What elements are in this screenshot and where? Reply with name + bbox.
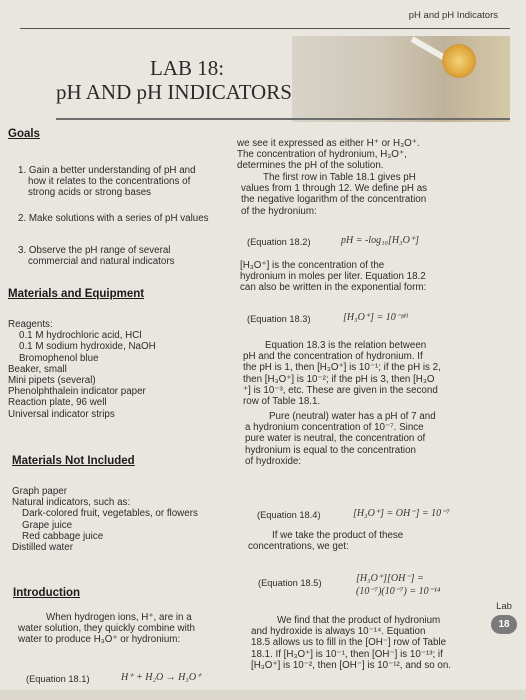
list-item: Dark-colored fruit, vegetables, or flowers [22, 508, 198, 520]
lab-tab [489, 601, 519, 638]
materials-list [8, 319, 156, 420]
equation-18-5-label: (Equation 18.5) [258, 578, 322, 588]
list-item: 0.1 M sodium hydroxide, NaOH [19, 341, 156, 353]
list-item: Red cabbage juice [22, 530, 104, 542]
equation-18-3: [H₃O⁺] = 10⁻ᵖᴴ [343, 312, 408, 323]
header-rule [20, 28, 510, 29]
list-item: Grape juice [22, 519, 73, 531]
equation-18-4: [H₃O⁺] = OH⁻] = 10⁻⁷ [353, 508, 450, 519]
introduction-heading: Introduction [13, 587, 81, 599]
equation-18-2-label: (Equation 18.2) [247, 237, 311, 247]
list-item: Natural indicators, such as: [12, 497, 131, 509]
list-item: Graph paper [12, 486, 68, 497]
list-item: Phenolphthalein indicator paper [8, 386, 146, 398]
equation-18-1-label: (Equation 18.1) [26, 674, 90, 684]
title-rule [56, 118, 510, 120]
equation-18-5-line-2: (10⁻⁷)(10⁻⁷) = 10⁻¹⁴ [356, 586, 441, 597]
list-item: 0.1 M hydrochloric acid, HCl [19, 330, 142, 342]
right-para-3: [H₃O⁺] is the concentration of the hydronium in moles per liter. Equation 18.2 can also be written in the exponential form: [240, 260, 427, 294]
goal-2: 2. Make solutions with a series of pH values [18, 213, 209, 224]
header-photo [292, 36, 510, 122]
list-item: Distilled water [12, 542, 73, 554]
equation-18-1: H⁺ + H₂O → H₃O⁺ [121, 672, 202, 683]
running-head: pH and pH Indicators [408, 10, 498, 21]
page-bottom-edge [0, 690, 526, 700]
right-para-7: We find that the product of hydronium and hydroxide is always 10⁻¹⁴. Equation 18.5 allows us to fill in the [OH⁻] row of Table 18.1. If [H₃O⁺] is 10⁻¹, then [OH⁻] is 10⁻¹³; if [H₃O⁺] is 10⁻², then [OH⁻] is 10⁻¹², and so on. [251, 615, 452, 671]
equation-18-3-label: (Equation 18.3) [247, 314, 311, 324]
not-included-heading: Materials Not Included [12, 455, 135, 467]
goal-1: 1. Gain a better understanding of pH and how it relates to the concentrations of strong acids or strong bases [18, 165, 196, 199]
lab-number: LAB 18: [150, 56, 225, 80]
list-item: Reaction plate, 96 well [8, 397, 107, 409]
indicator-cup-image [442, 44, 476, 78]
materials-heading: Materials and Equipment [8, 288, 145, 300]
goals-heading: Goals [8, 128, 40, 140]
right-para-2: The first row in Table 18.1 gives pH values from 1 through 12. We define pH as the negative logarithm of the concentration of the hydronium: [241, 172, 428, 217]
right-para-4: Equation 18.3 is the relation between pH and the concentration of hydronium. If the pH is 1, then [H₃O⁺] is 10⁻¹; if the pH is 2, then [H₃O⁺] is 10⁻²; if the pH is 3, then [H₃O ⁺] is 10⁻³, etc. These are given in the second row of Table 18.1. [243, 340, 441, 408]
list-item: Reagents: [8, 319, 53, 330]
equation-18-2: pH = -log₁₀[H₃O⁺] [341, 235, 420, 246]
equation-18-5-line-1: [H₃O⁺][OH⁻] = [356, 573, 424, 584]
right-para-1: we see it expressed as either H⁺ or H₃O⁺. The concentration of hydronium, H₃O⁺, determines the pH of the solution. [237, 138, 420, 172]
lab-tab-label: Lab [496, 601, 512, 612]
lab-tab-number: 18 [491, 615, 517, 634]
list-item: Universal indicator strips [8, 408, 115, 420]
list-item: Bromophenol blue [19, 352, 99, 364]
list-item: Mini pipets (several) [8, 375, 96, 387]
right-para-5: Pure (neutral) water has a pH of 7 and a hydronium concentration of 10⁻⁷. Since pure water is neutral, the concentration of hydronium is equal to the concentration of hydroxide: [245, 411, 436, 467]
goal-3: 3. Observe the pH range of several commercial and natural indicators [18, 245, 175, 268]
right-para-6: If we take the product of these concentrations, we get: [248, 530, 404, 553]
introduction-text: When hydrogen ions, H⁺, are in a water solution, they quickly combine with water to produce H₃O⁺ or hydronium: [18, 612, 195, 646]
list-item: Beaker, small [8, 363, 67, 375]
not-included-list [12, 486, 198, 553]
lab-title: pH AND pH INDICATORS [56, 80, 292, 104]
equation-18-4-label: (Equation 18.4) [257, 510, 321, 520]
